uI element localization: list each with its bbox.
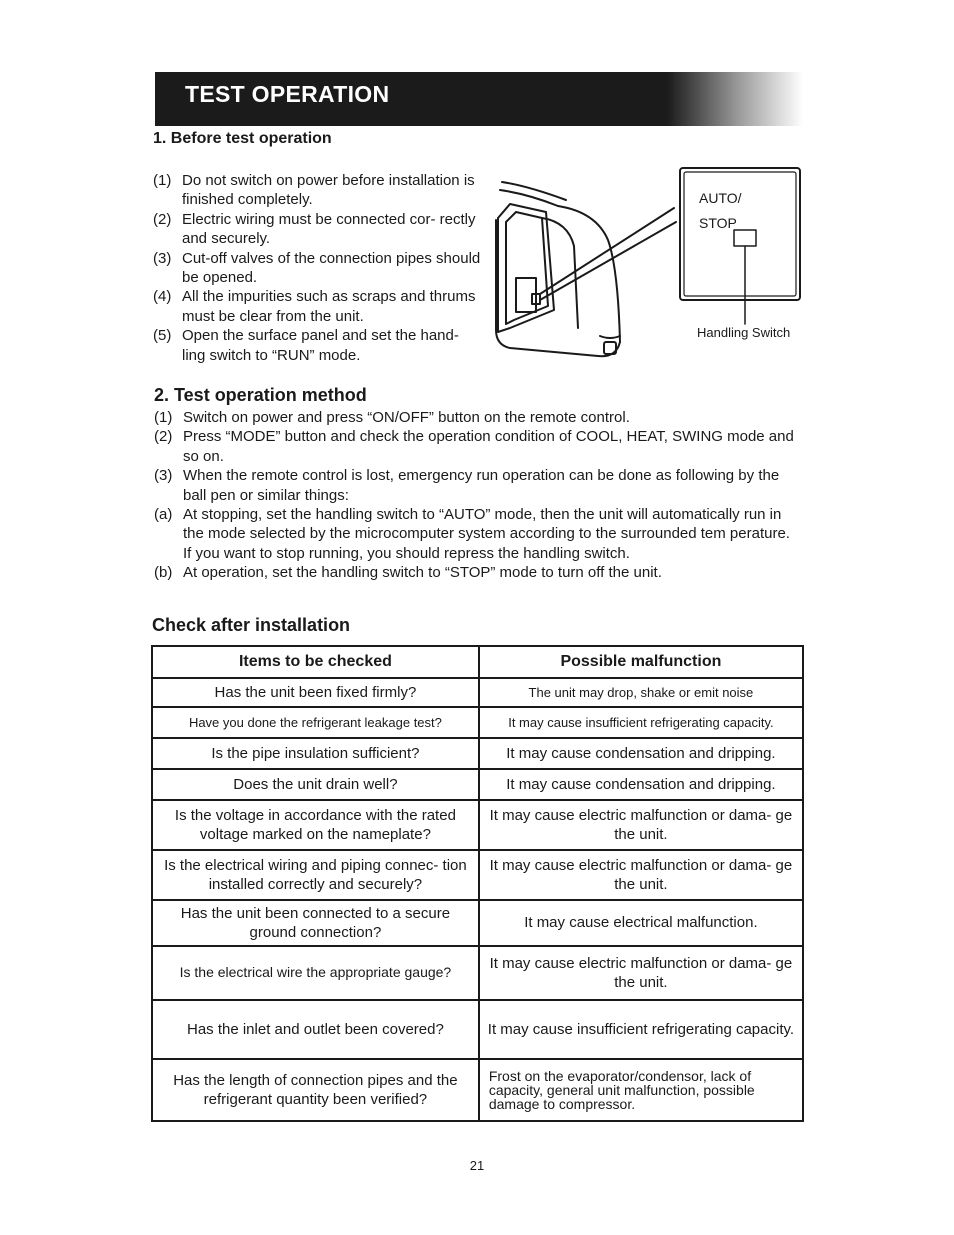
table-cell-malfunction: It may cause electric malfunction or dama- ge the unit.: [479, 946, 803, 1000]
list-item: (b) At operation, set the handling switch to “STOP” mode to turn off the unit.: [154, 564, 662, 582]
section2-list: [154, 408, 794, 583]
list-item: (2) Press “MODE” button and check the operation condition of COOL, HEAT, SWING mode and so on.: [154, 428, 794, 465]
section1-heading: 1. Before test operation: [153, 130, 332, 147]
check-heading: Check after installation: [152, 615, 351, 635]
table-header-row: [152, 646, 803, 678]
table-cell-malfunction: It may cause condensation and dripping.: [479, 769, 803, 800]
column-header-malfunction: Possible malfunction: [479, 646, 803, 678]
table-cell-item: Have you done the refrigerant leakage test?: [152, 707, 479, 738]
switch-label-auto: AUTO/: [699, 190, 742, 206]
table-row: [152, 738, 803, 769]
table-cell-item: Has the unit been connected to a secure ground connection?: [152, 900, 479, 946]
table-row: [152, 900, 803, 946]
table-cell-item: Has the length of connection pipes and the refrigerant quantity been verified?: [152, 1059, 479, 1121]
figure-caption: Handling Switch: [697, 325, 791, 340]
table-cell-item: Has the inlet and outlet been covered?: [152, 1000, 479, 1059]
check-table: [151, 645, 804, 1122]
list-item: (1) Do not switch on power before installation is finished completely.: [153, 172, 475, 209]
switch-label-stop: STOP: [699, 215, 737, 231]
list-item: (4) All the impurities such as scraps and thrums must be clear from the unit.: [153, 288, 476, 325]
list-item: (2) Electric wiring must be connected cor- rectly and securely.: [153, 210, 476, 248]
table-cell-malfunction: Frost on the evaporator/condensor, lack of capacity, general unit malfunction, possible damage to compressor.: [479, 1059, 803, 1121]
table-row: [152, 707, 803, 738]
table-cell-item: Does the unit drain well?: [152, 769, 479, 800]
table-cell-item: Is the electrical wiring and piping connec- tion installed correctly and securely?: [152, 850, 479, 900]
table-cell-malfunction: It may cause condensation and dripping.: [479, 738, 803, 769]
table-cell-malfunction: It may cause insufficient refrigerating capacity.: [479, 707, 803, 738]
table-row: [152, 1000, 803, 1059]
table-cell-malfunction: It may cause electric malfunction or dama- ge the unit.: [479, 850, 803, 900]
section1-list: [153, 171, 486, 365]
list-item: (5) Open the surface panel and set the hand- ling switch to “RUN” mode.: [153, 327, 459, 364]
table-cell-item: Is the electrical wire the appropriate gauge?: [152, 946, 479, 1000]
table-row: [152, 769, 803, 800]
table-cell-malfunction: It may cause insufficient refrigerating capacity.: [479, 1000, 803, 1059]
section2-heading: 2. Test operation method: [154, 385, 367, 405]
table-cell-malfunction: It may cause electric malfunction or dama- ge the unit.: [479, 800, 803, 850]
handling-switch-figure: [488, 160, 808, 370]
table-row: [152, 1059, 803, 1121]
title-banner: [155, 72, 803, 126]
list-item: (a) At stopping, set the handling switch to “AUTO” mode, then the unit will automatically run in the mode selected by the microcomputer system according to the surrounded tem perature. If you want to stop running, you should repress the handling switch.: [154, 506, 790, 562]
table-cell-malfunction: The unit may drop, shake or emit noise: [479, 678, 803, 707]
page-title: TEST OPERATION: [185, 81, 390, 107]
table-cell-malfunction: It may cause electrical malfunction.: [479, 900, 803, 946]
list-item: (3) Cut-off valves of the connection pipes should be opened.: [153, 249, 481, 287]
table-cell-item: Has the unit been fixed firmly?: [152, 678, 479, 707]
table-cell-item: Is the pipe insulation sufficient?: [152, 738, 479, 769]
table-row: [152, 678, 803, 707]
table-row: [152, 800, 803, 850]
table-cell-item: Is the voltage in accordance with the rated voltage marked on the nameplate?: [152, 800, 479, 850]
list-item: (1) Switch on power and press “ON/OFF” button on the remote control.: [154, 409, 630, 426]
column-header-items: Items to be checked: [152, 646, 479, 678]
table-row: [152, 946, 803, 1000]
list-item: (3) When the remote control is lost, emergency run operation can be done as following by the ball pen or similar things:: [154, 467, 780, 504]
page-number: 21: [469, 1158, 485, 1173]
table-row: [152, 850, 803, 900]
